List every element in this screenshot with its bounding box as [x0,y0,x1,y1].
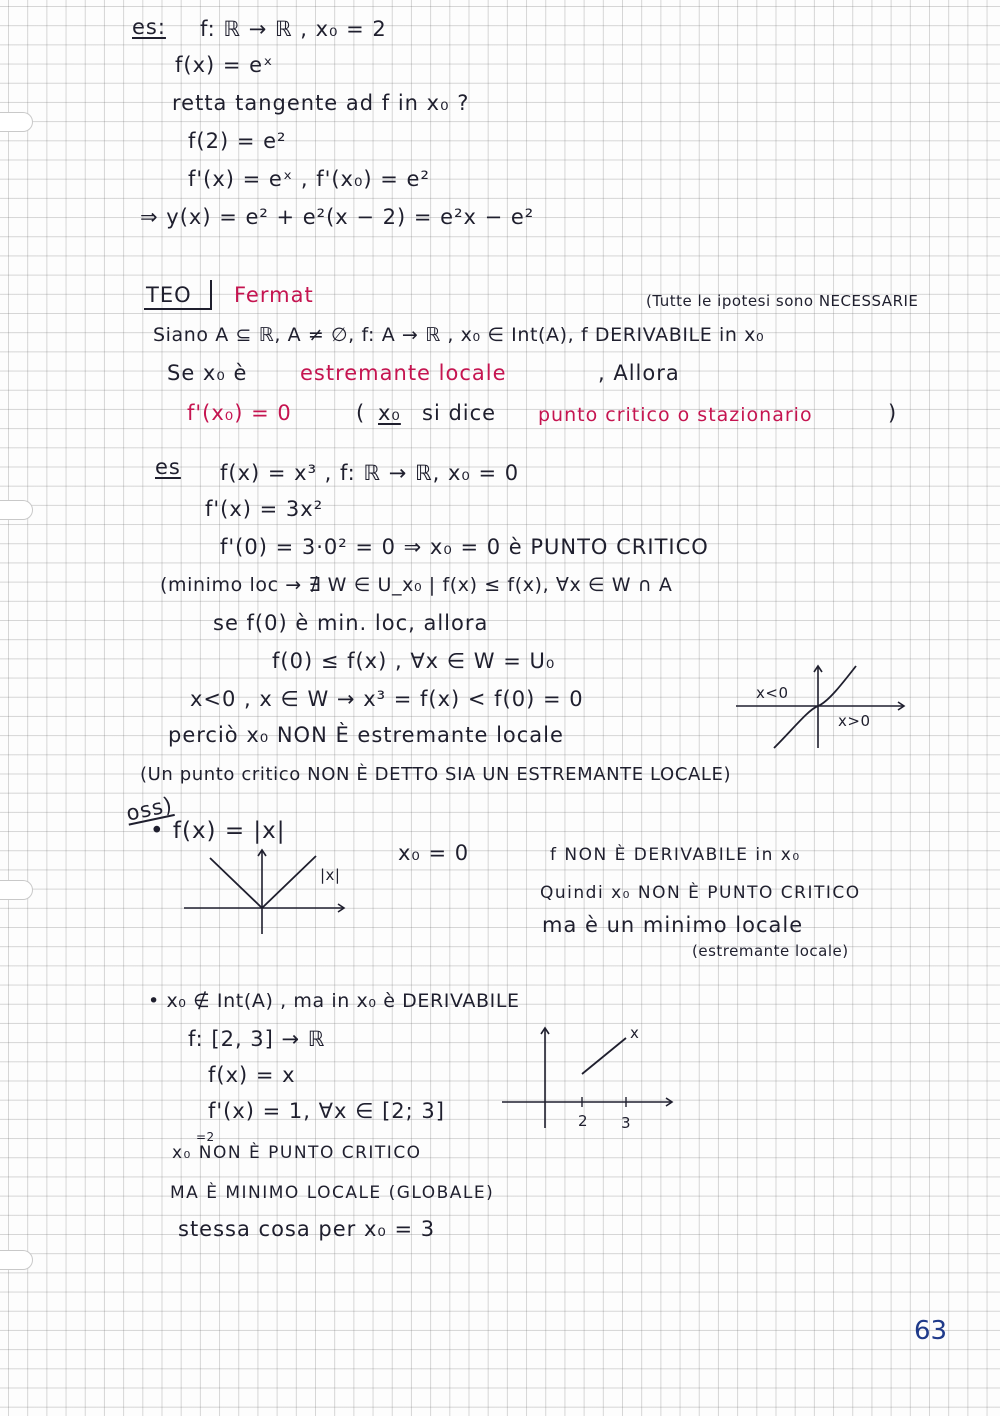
example2-line5: se f(0) è min. loc, allora [213,611,489,635]
theorem-label-box [144,280,212,310]
example2-line1: f(x) = x³ , f: ℝ → ℝ, x₀ = 0 [220,461,520,485]
linear-graph-tick-3: 3 [621,1114,632,1132]
example2-line3: f'(0) = 3·0² = 0 ⇒ x₀ = 0 è PUNTO CRITICO [220,535,709,559]
case2-line5: x₀ NON È PUNTO CRITICO [172,1143,422,1163]
binder-hole [0,112,33,132]
binder-hole [0,500,33,520]
example2-line2: f'(x) = 3x² [205,497,324,521]
case2-line1: • x₀ ∉ Int(A) , ma in x₀ è DERIVABILE [148,990,520,1012]
observation-note4: (estremante locale) [692,942,849,960]
theorem-x0: x₀ [378,401,401,425]
example1-step2: f'(x) = eˣ , f'(x₀) = e² [188,167,430,191]
case2-line5-sup: =2 [196,1130,215,1144]
theorem-label: TEO [146,283,192,307]
theorem-says: si dice [422,401,497,425]
cubic-graph [734,662,914,752]
example1-result: ⇒ y(x) = e² + e²(x − 2) = e²x − e² [140,205,535,229]
theorem-if-estremante: estremante locale [300,361,507,385]
linear-graph-label: x [630,1024,640,1042]
case2-line7: stessa cosa per x₀ = 3 [178,1217,436,1241]
example2-line4: (minimo loc → ∄ W ∈ U_x₀ | f(x) ≤ f(x), ∀x ∈ W ∩ A [160,574,673,596]
page-number: 63 [914,1316,948,1346]
observation-note1: f NON È DERIVABILE in x₀ [550,845,801,865]
theorem-hypotheses: Siano A ⊆ ℝ, A ≠ ∅, f: A → ℝ , x₀ ∈ Int(A), f DERIVABILE in x₀ [153,324,765,346]
theorem-name: Fermat [234,283,314,307]
cubic-graph-right-label: x>0 [838,712,871,730]
abs-graph-label: |x| [320,866,341,884]
example2-line9: (Un punto critico NON È DETTO SIA UN ESTREMANTE LOCALE) [140,764,732,785]
observation-note2: Quindi x₀ NON È PUNTO CRITICO [540,883,861,903]
case2-line3: f(x) = x [208,1063,296,1087]
theorem-if-suffix: , Allora [598,361,680,385]
example2-label: es [155,455,181,479]
theorem-paren-open: ( [356,401,366,425]
example1-definition: f: ℝ → ℝ , x₀ = 2 [200,17,387,41]
example1-label: es: [132,15,166,39]
observation-x0: x₀ = 0 [398,841,470,865]
abs-graph [182,846,352,936]
example2-line7: x<0 , x ∈ W → x³ = f(x) < f(0) = 0 [190,687,584,711]
theorem-if-prefix: Se x₀ è [167,361,248,385]
theorem-critical-point: punto critico o stazionario [538,404,813,426]
example1-question: retta tangente ad f in x₀ ? [172,91,470,115]
theorem-paren-close: ) [888,401,898,425]
theorem-note: (Tutte le ipotesi sono NECESSARIE [646,292,919,310]
case2-line4: f'(x) = 1, ∀x ∈ [2; 3] [208,1099,445,1123]
example2-line6: f(0) ≤ f(x) , ∀x ∈ W = U₀ [272,649,556,673]
cubic-graph-left-label: x<0 [756,684,789,702]
observation-label: oss) [124,792,175,826]
observation-note3: ma è un minimo locale [542,913,804,937]
case2-line6: MA È MINIMO LOCALE (GLOBALE) [170,1183,495,1203]
observation-function: • f(x) = |x| [150,818,286,844]
linear-graph-tick-2: 2 [578,1112,589,1130]
binder-hole [0,1250,33,1270]
example2-line8: perciò x₀ NON È estremante locale [168,723,564,747]
binder-hole [0,880,33,900]
theorem-thesis: f'(x₀) = 0 [187,401,292,425]
example1-function: f(x) = eˣ [175,53,274,77]
case2-line2: f: [2, 3] → ℝ [188,1027,326,1051]
example1-step1: f(2) = e² [188,129,287,153]
